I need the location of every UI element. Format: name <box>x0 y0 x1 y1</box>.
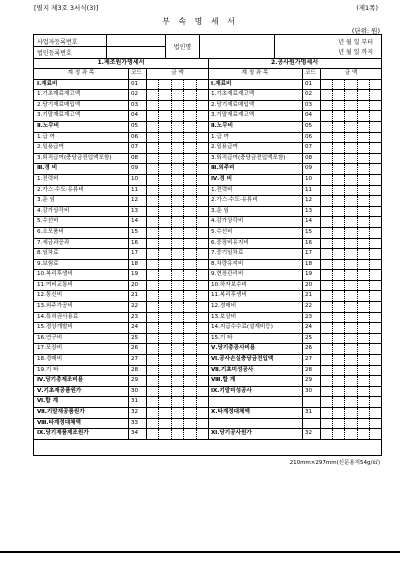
account-code: 34 <box>129 429 147 439</box>
amount-cell[interactable] <box>321 101 381 111</box>
business-number-label: 사업자등록번호 <box>37 39 78 46</box>
table-row <box>34 175 208 186</box>
column-code: 코드 <box>129 69 147 79</box>
account-code: 08 <box>303 154 321 164</box>
account-name: 2.일용급여 <box>34 143 129 153</box>
amount-cell[interactable] <box>321 239 381 249</box>
amount-cell[interactable] <box>321 376 381 386</box>
table-row <box>208 291 381 302</box>
amount-cell[interactable] <box>147 334 208 344</box>
account-name: Ⅳ.당기총제조비용 <box>34 376 129 386</box>
amount-cell[interactable] <box>147 313 208 323</box>
account-code: 01 <box>129 80 147 90</box>
account-code: 04 <box>303 111 321 121</box>
account-code: 10 <box>303 175 321 185</box>
account-name: Ⅷ.타계정대체액 <box>34 419 129 429</box>
account-name: 9.현장관리비 <box>208 270 303 280</box>
table-row <box>208 313 381 324</box>
table-row <box>34 249 208 260</box>
account-code: 13 <box>303 207 321 217</box>
amount-cell[interactable] <box>147 154 208 164</box>
account-code: 16 <box>303 239 321 249</box>
account-code: 06 <box>129 133 147 143</box>
table-row <box>34 133 208 144</box>
account-name: 2.당기재료매입액 <box>208 101 303 111</box>
account-code: 01 <box>303 80 321 90</box>
account-name: Ⅰ.재료비 <box>208 80 303 90</box>
amount-cell[interactable] <box>147 291 208 301</box>
account-name: 19.기 타 <box>34 366 129 376</box>
table-row <box>208 122 381 133</box>
table-row <box>34 366 208 377</box>
table-row <box>34 90 208 101</box>
amount-cell[interactable] <box>321 397 381 407</box>
account-code: 23 <box>303 313 321 323</box>
amount-cell[interactable] <box>321 143 381 153</box>
account-code: 20 <box>129 281 147 291</box>
column-amount: 금 액 <box>344 70 358 76</box>
account-code: 17 <box>303 249 321 259</box>
account-code: 21 <box>129 291 147 301</box>
period-from: 년 월 일 부터 <box>338 39 373 46</box>
account-code: 09 <box>303 164 321 174</box>
account-name: 13.외주가공비 <box>34 302 129 312</box>
table-row <box>34 217 208 228</box>
table-row <box>208 90 381 101</box>
account-name: Ⅷ.합 계 <box>208 376 303 386</box>
account-code: 26 <box>129 344 147 354</box>
table-row <box>208 260 381 271</box>
account-code: 15 <box>129 228 147 238</box>
account-name: 5.수선비 <box>34 217 129 227</box>
table-row <box>34 143 208 154</box>
account-name: Ⅵ.합 계 <box>34 397 129 407</box>
account-code: 08 <box>129 154 147 164</box>
account-name: Ⅹ.타계정대체액 <box>208 408 303 418</box>
amount-cell[interactable] <box>147 249 208 259</box>
account-name: Ⅶ.기초미성공사 <box>208 366 303 376</box>
account-name: 13.보상비 <box>208 313 303 323</box>
amount-cell[interactable] <box>147 175 208 185</box>
account-name: 14.특허권사용료 <box>34 313 129 323</box>
account-name: 3.운 임 <box>208 207 303 217</box>
account-name: Ⅰ.재료비 <box>34 80 129 90</box>
amount-cell[interactable] <box>321 80 381 90</box>
table-row <box>34 397 208 408</box>
table-row <box>34 122 208 133</box>
account-name: Ⅺ.당기공사원가 <box>208 429 303 439</box>
account-name <box>208 397 303 407</box>
amount-cell[interactable] <box>147 133 208 143</box>
account-name: 14.지급수수료(설계비등) <box>208 323 303 333</box>
amount-cell[interactable] <box>147 429 208 439</box>
amount-cell[interactable] <box>147 270 208 280</box>
account-code: 07 <box>129 143 147 153</box>
amount-cell[interactable] <box>147 419 208 429</box>
amount-cell[interactable] <box>147 302 208 312</box>
table-row <box>208 429 381 440</box>
account-name: 7.세금과공과 <box>34 239 129 249</box>
account-code: 30 <box>303 387 321 397</box>
document-title: 부 속 명 세 서 <box>162 17 238 26</box>
account-name: 7.중기임차료 <box>208 249 303 259</box>
amount-cell[interactable] <box>321 291 381 301</box>
account-name: 1.급 여 <box>208 133 303 143</box>
amount-cell[interactable] <box>321 313 381 323</box>
table-row <box>208 133 381 144</box>
period-to: 년 월 일 까지 <box>338 49 373 56</box>
table-row <box>34 302 208 313</box>
amount-cell[interactable] <box>321 419 381 429</box>
amount-cell[interactable] <box>321 186 381 196</box>
table-row <box>34 270 208 281</box>
table-title: 1.제조원가명세서 <box>34 58 208 69</box>
table-row <box>208 334 381 345</box>
account-code: 22 <box>129 302 147 312</box>
table-row <box>208 175 381 186</box>
amount-cell[interactable] <box>147 376 208 386</box>
account-name: 1.전력비 <box>208 186 303 196</box>
table-row <box>208 397 381 408</box>
account-code: 27 <box>129 355 147 365</box>
table-row <box>34 408 208 419</box>
account-code: 10 <box>129 175 147 185</box>
account-code: 16 <box>129 239 147 249</box>
table-row <box>208 164 381 175</box>
table-row <box>208 302 381 313</box>
amount-cell[interactable] <box>147 239 208 249</box>
amount-cell[interactable] <box>321 408 381 418</box>
table-row <box>34 313 208 324</box>
account-name: 3.퇴직급여(충당금전입액포함) <box>34 154 129 164</box>
table-row <box>34 80 208 91</box>
table-row <box>208 249 381 260</box>
table-row <box>34 281 208 292</box>
table-row <box>34 323 208 334</box>
table-row <box>208 408 381 419</box>
table-row <box>34 387 208 398</box>
page-number: (제1쪽) <box>356 4 378 12</box>
account-code: 15 <box>303 228 321 238</box>
account-name: Ⅸ.기말미성공사 <box>208 387 303 397</box>
account-name: Ⅱ.노무비 <box>34 122 129 132</box>
account-name: 6.소모품비 <box>34 228 129 238</box>
account-code: 25 <box>303 334 321 344</box>
account-code: 33 <box>129 419 147 429</box>
amount-cell[interactable] <box>321 429 381 439</box>
account-name: 8.임차료 <box>34 249 129 259</box>
amount-cell[interactable] <box>321 355 381 365</box>
amount-cell[interactable] <box>147 366 208 376</box>
amount-cell[interactable] <box>147 323 208 333</box>
column-account: 계 정 과 목 <box>34 69 129 79</box>
account-name: Ⅳ.경 비 <box>208 175 303 185</box>
account-name: 2.가스·수도·유류비 <box>208 196 303 206</box>
table-row <box>208 281 381 292</box>
account-code: 06 <box>303 133 321 143</box>
amount-cell[interactable] <box>321 323 381 333</box>
account-name: 1.기초재료재고액 <box>208 90 303 100</box>
table-row <box>208 111 381 122</box>
manufacturing-cost-table <box>34 58 209 440</box>
account-code: 31 <box>129 397 147 407</box>
table-row <box>34 260 208 271</box>
table-row <box>208 344 381 355</box>
table-row <box>208 366 381 377</box>
table-row <box>34 344 208 355</box>
amount-cell[interactable] <box>147 90 208 100</box>
account-code: 23 <box>129 313 147 323</box>
amount-cell[interactable] <box>321 90 381 100</box>
amount-cell[interactable] <box>147 122 208 132</box>
account-name: 11.복리후생비 <box>208 291 303 301</box>
column-code: 코드 <box>303 69 321 79</box>
account-name: Ⅲ.경 비 <box>34 164 129 174</box>
table-row <box>34 196 208 207</box>
amount-cell[interactable] <box>321 196 381 206</box>
account-code <box>303 397 321 407</box>
table-row <box>34 186 208 197</box>
table-row <box>208 101 381 112</box>
account-name: 18.경매비 <box>34 355 129 365</box>
account-code: 11 <box>129 186 147 196</box>
amount-cell[interactable] <box>147 408 208 418</box>
table-row <box>34 111 208 122</box>
amount-cell[interactable] <box>321 344 381 354</box>
account-code: 11 <box>303 186 321 196</box>
account-code: 22 <box>303 302 321 312</box>
account-name: 5.수선비 <box>208 228 303 238</box>
table-row <box>208 270 381 281</box>
amount-cell[interactable] <box>321 207 381 217</box>
account-name: 15.경상개발비 <box>34 323 129 333</box>
amount-cell[interactable] <box>147 344 208 354</box>
account-name: 17.포장비 <box>34 344 129 354</box>
table-row <box>34 228 208 239</box>
account-name: 1.전력비 <box>34 175 129 185</box>
account-code: 28 <box>303 366 321 376</box>
amount-cell[interactable] <box>321 334 381 344</box>
table-row <box>34 419 208 430</box>
amount-cell[interactable] <box>147 355 208 365</box>
account-name: Ⅴ.기초재공품원가 <box>34 387 129 397</box>
account-code: 02 <box>129 90 147 100</box>
column-amount: 금 액 <box>171 70 184 76</box>
table-row <box>208 143 381 154</box>
account-name: Ⅴ.당기총공사비용 <box>208 344 303 354</box>
table-row <box>208 80 381 91</box>
account-code: 19 <box>129 270 147 280</box>
account-name: 4.감가상각비 <box>34 207 129 217</box>
account-code: 29 <box>303 376 321 386</box>
account-code: 02 <box>303 90 321 100</box>
table-row <box>208 239 381 250</box>
account-name: 10.하자보수비 <box>208 281 303 291</box>
account-code: 31 <box>303 408 321 418</box>
table-row <box>208 387 381 398</box>
account-name: 3.기말재료재고액 <box>34 111 129 121</box>
table-row <box>34 164 208 175</box>
amount-cell[interactable] <box>147 217 208 227</box>
account-name: 16.연구비 <box>34 334 129 344</box>
account-code: 29 <box>129 376 147 386</box>
account-name: 8.차량유지비 <box>208 260 303 270</box>
amount-cell[interactable] <box>147 101 208 111</box>
amount-cell[interactable] <box>147 164 208 174</box>
table-row <box>34 239 208 250</box>
account-code: 14 <box>303 217 321 227</box>
account-name: 3.운 임 <box>34 196 129 206</box>
amount-cell[interactable] <box>321 217 381 227</box>
construction-cost-table <box>208 58 381 440</box>
account-code: 18 <box>129 260 147 270</box>
account-name: 10.복리후생비 <box>34 270 129 280</box>
table-row <box>34 429 208 440</box>
account-code: 07 <box>303 143 321 153</box>
table-row <box>208 207 381 218</box>
table-row <box>208 376 381 387</box>
amount-cell[interactable] <box>321 122 381 132</box>
account-code: 13 <box>129 207 147 217</box>
table-row <box>208 186 381 197</box>
table-row <box>208 196 381 207</box>
account-code <box>303 419 321 429</box>
account-code: 18 <box>303 260 321 270</box>
table-header <box>34 69 208 80</box>
account-code: 03 <box>129 101 147 111</box>
table-row <box>34 376 208 387</box>
account-name: 2.일용급여 <box>208 143 303 153</box>
account-code: 24 <box>303 323 321 333</box>
account-name: Ⅵ.공사손실충당금전입액 <box>208 355 303 365</box>
table-header <box>208 69 381 80</box>
account-name: 12.경매비 <box>208 302 303 312</box>
account-name: 6.중장비유지비 <box>208 239 303 249</box>
account-code: 21 <box>303 291 321 301</box>
account-name: 1.기초재료재고액 <box>34 90 129 100</box>
account-name: Ⅲ.외주비 <box>208 164 303 174</box>
account-code: 12 <box>129 196 147 206</box>
account-name: 4.감가상각비 <box>208 217 303 227</box>
amount-cell[interactable] <box>147 260 208 270</box>
form-frame <box>33 34 382 456</box>
table-row <box>34 207 208 218</box>
account-code: 25 <box>129 334 147 344</box>
amount-cell[interactable] <box>147 397 208 407</box>
account-code: 28 <box>129 366 147 376</box>
identification-block <box>34 35 381 59</box>
corporate-number-label: 법인등록번호 <box>37 50 72 57</box>
table-row <box>208 355 381 366</box>
column-account: 계 정 과 목 <box>208 69 303 79</box>
amount-cell[interactable] <box>321 249 381 259</box>
account-code: 05 <box>303 122 321 132</box>
account-name: Ⅶ.기말재공품원가 <box>34 408 129 418</box>
amount-cell[interactable] <box>147 80 208 90</box>
account-code: 09 <box>129 164 147 174</box>
account-code: 32 <box>303 429 321 439</box>
account-name: 15.기 타 <box>208 334 303 344</box>
table-row <box>208 228 381 239</box>
amount-cell[interactable] <box>147 186 208 196</box>
account-name: 9.보험료 <box>34 260 129 270</box>
table-row <box>34 154 208 165</box>
page-bottom-rule <box>0 551 400 553</box>
account-name: Ⅸ.당기제품제조원가 <box>34 429 129 439</box>
amount-cell[interactable] <box>321 154 381 164</box>
amount-cell[interactable] <box>321 111 381 121</box>
table-row <box>208 323 381 334</box>
amount-cell[interactable] <box>321 164 381 174</box>
account-name: 2.가스·수도·유류비 <box>34 186 129 196</box>
table-row <box>34 291 208 302</box>
account-name: 1.급 여 <box>34 133 129 143</box>
table-row <box>208 419 381 430</box>
account-name: 3.퇴직급여(충당금전입액포함) <box>208 154 303 164</box>
account-code: 04 <box>129 111 147 121</box>
amount-cell[interactable] <box>147 207 208 217</box>
table-row <box>34 355 208 366</box>
paper-spec: 210mm×297mm(신문용지54g/㎡) <box>289 460 380 466</box>
account-name: 2.당기재료매입액 <box>34 101 129 111</box>
account-name: Ⅱ.노무비 <box>208 122 303 132</box>
amount-cell[interactable] <box>147 228 208 238</box>
account-code: 20 <box>303 281 321 291</box>
amount-cell[interactable] <box>147 281 208 291</box>
account-name <box>208 419 303 429</box>
amount-cell[interactable] <box>147 196 208 206</box>
unit-label: (단위: 원) <box>351 27 380 35</box>
account-code: 30 <box>129 387 147 397</box>
account-code: 17 <box>129 249 147 259</box>
amount-cell[interactable] <box>321 260 381 270</box>
amount-cell[interactable] <box>321 270 381 280</box>
amount-cell[interactable] <box>321 133 381 143</box>
amount-cell[interactable] <box>321 302 381 312</box>
account-name: 12.통신비 <box>34 291 129 301</box>
table-row <box>34 334 208 345</box>
account-code: 03 <box>303 101 321 111</box>
amount-cell[interactable] <box>321 387 381 397</box>
account-code: 24 <box>129 323 147 333</box>
account-name: 3.기말재료재고액 <box>208 111 303 121</box>
account-code: 19 <box>303 270 321 280</box>
account-code: 32 <box>129 408 147 418</box>
amount-cell[interactable] <box>321 175 381 185</box>
amount-cell[interactable] <box>321 228 381 238</box>
amount-cell[interactable] <box>147 111 208 121</box>
amount-cell[interactable] <box>147 387 208 397</box>
corporate-name-label: 법인명 <box>165 35 200 58</box>
table-row <box>34 101 208 112</box>
table-title: 2.공사원가명세서 <box>208 58 381 69</box>
table-row <box>208 217 381 228</box>
account-code: 05 <box>129 122 147 132</box>
account-name: 11.여비교통비 <box>34 281 129 291</box>
account-code: 27 <box>303 355 321 365</box>
amount-cell[interactable] <box>321 281 381 291</box>
account-code: 26 <box>303 344 321 354</box>
table-row <box>208 154 381 165</box>
form-number: [별지 제3호 3서식(3)] <box>34 4 99 12</box>
amount-cell[interactable] <box>321 366 381 376</box>
amount-cell[interactable] <box>147 143 208 153</box>
account-code: 12 <box>303 196 321 206</box>
account-code: 14 <box>129 217 147 227</box>
